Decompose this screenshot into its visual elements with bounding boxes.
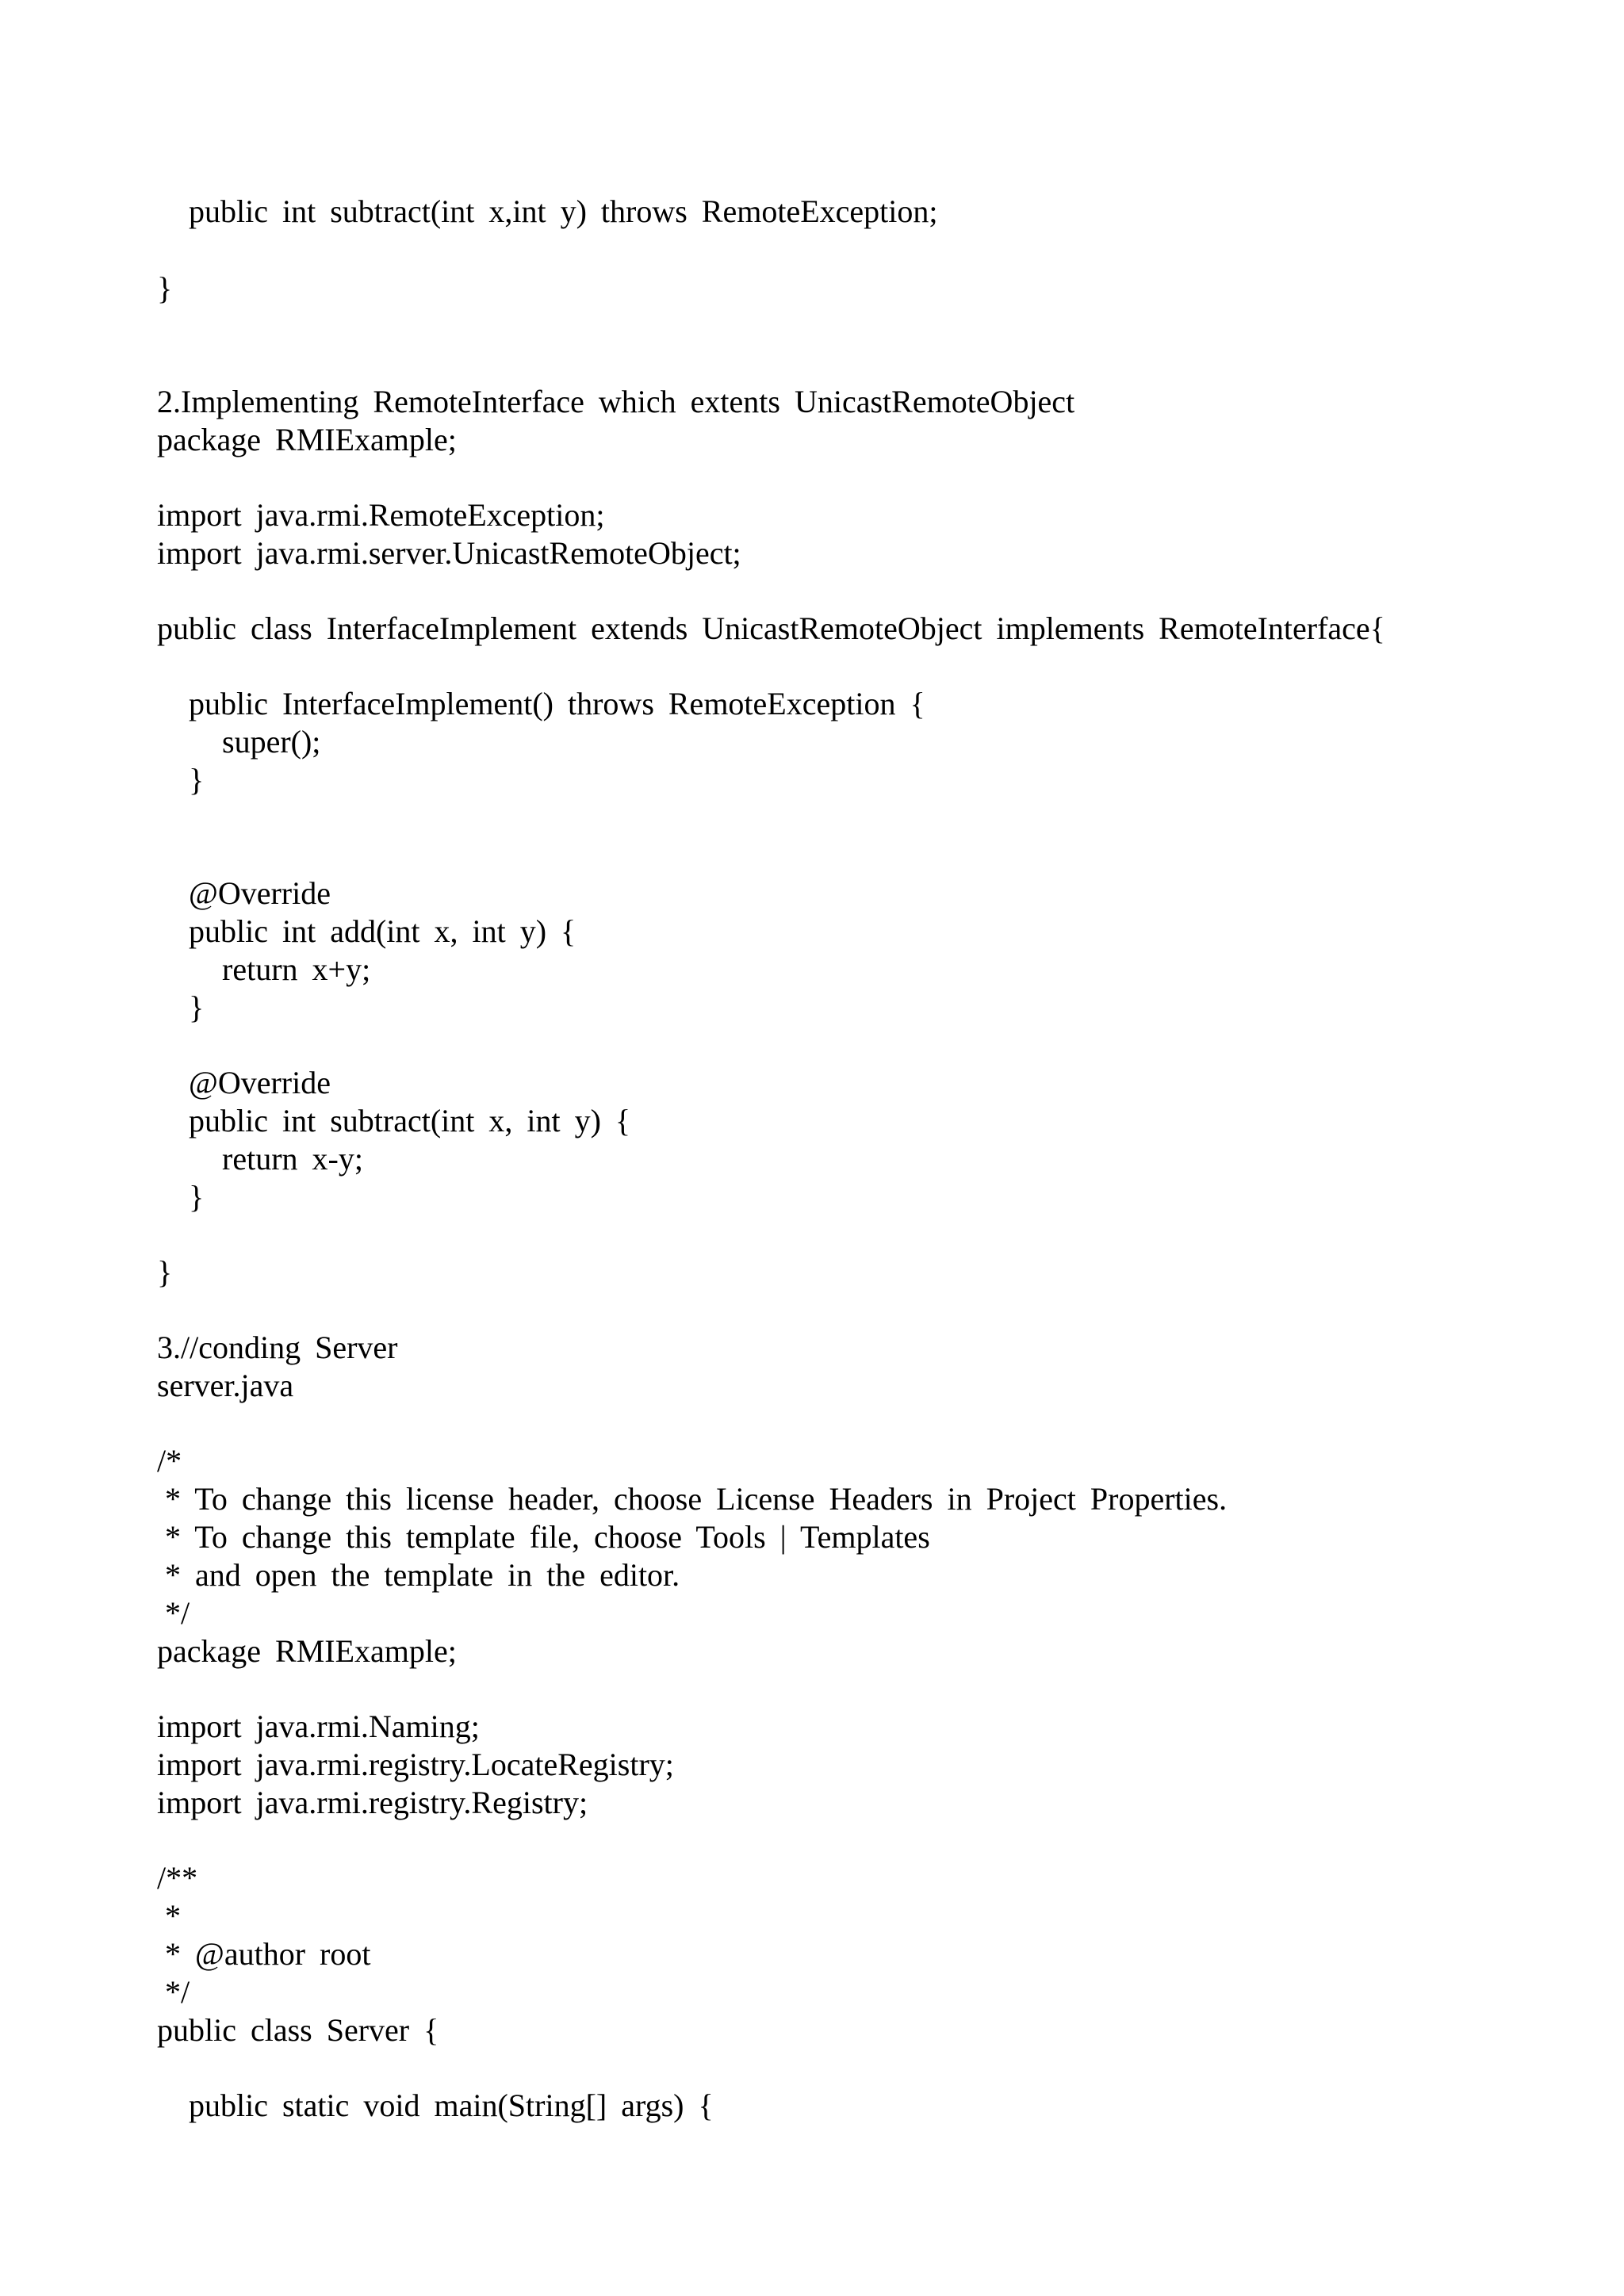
code-line: public int subtract(int x,int y) throws RemoteException; — [189, 193, 938, 229]
code-line: import java.rmi.server.UnicastRemoteObject; — [157, 535, 741, 571]
code-line: package RMIExample; — [157, 422, 457, 457]
code-line: /** — [157, 1860, 198, 1896]
code-line: import java.rmi.RemoteException; — [157, 497, 605, 533]
section-heading: 3.//conding Server — [157, 1330, 398, 1365]
code-line: public int add(int x, int y) { — [189, 913, 576, 949]
code-line: public int subtract(int x, int y) { — [189, 1103, 631, 1138]
code-line: /* — [157, 1443, 182, 1479]
code-line: } — [157, 270, 173, 306]
code-line: server.java — [157, 1368, 294, 1403]
code-line: public class Server { — [157, 2012, 439, 2048]
code-line: * To change this license header, choose License Headers in Project Properties. — [165, 1481, 1228, 1517]
code-line: } — [157, 1254, 173, 1290]
code-line: public static void main(String[] args) { — [189, 2087, 714, 2123]
code-line: super(); — [222, 724, 321, 760]
code-line: import java.rmi.Naming; — [157, 1709, 480, 1744]
code-line: } — [189, 762, 205, 798]
code-line: package RMIExample; — [157, 1633, 457, 1669]
code-line: */ — [165, 1595, 190, 1631]
code-line: @Override — [189, 875, 331, 911]
section-heading: 2.Implementing RemoteInterface which extents UnicastRemoteObject — [157, 384, 1075, 419]
code-line: public InterfaceImplement() throws RemoteException { — [189, 686, 925, 721]
code-line: public class InterfaceImplement extends UnicastRemoteObject implements RemoteInterface{ — [157, 610, 1385, 646]
code-line: * @author root — [165, 1936, 371, 1972]
code-line: } — [189, 989, 205, 1025]
code-line: import java.rmi.registry.Registry; — [157, 1785, 588, 1820]
code-line: */ — [165, 1974, 190, 2010]
code-line: import java.rmi.registry.LocateRegistry; — [157, 1747, 674, 1782]
code-line: return x-y; — [222, 1141, 363, 1177]
code-line: * — [165, 1898, 181, 1934]
code-line: * and open the template in the editor. — [165, 1557, 680, 1593]
code-line: * To change this template file, choose Tools | Templates — [165, 1519, 930, 1555]
code-line: } — [189, 1179, 205, 1215]
code-line: @Override — [189, 1065, 331, 1100]
code-line: return x+y; — [222, 951, 371, 987]
